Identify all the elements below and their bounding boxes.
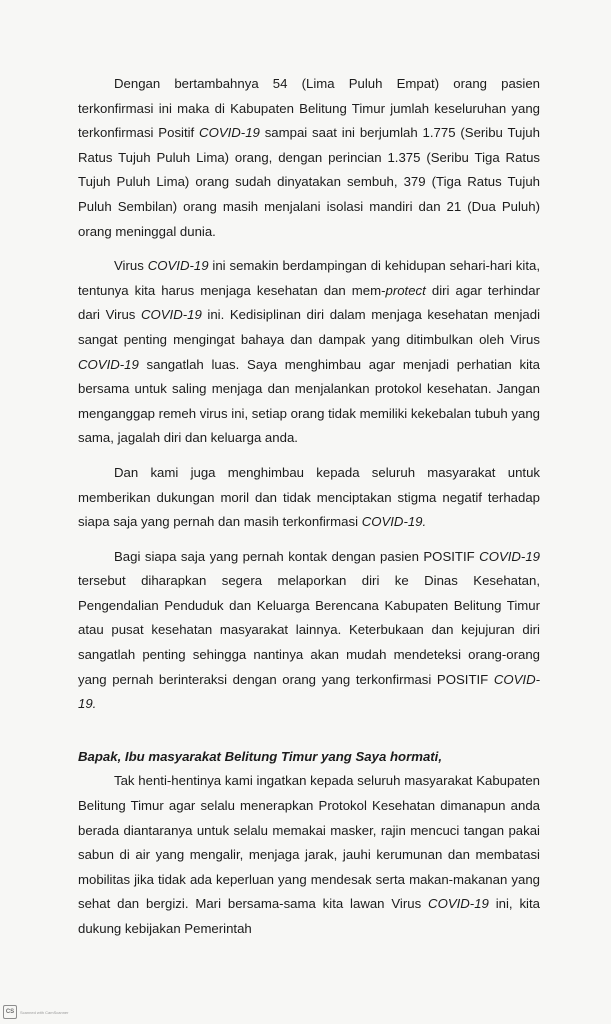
- paragraph-p5: [78, 769, 540, 941]
- scanner-watermark: [3, 1005, 68, 1019]
- camscanner-logo-icon: CS: [3, 1005, 17, 1019]
- document-page: [78, 72, 540, 952]
- italic-term: COVID-19.: [361, 514, 427, 530]
- text-segment: Virus: [114, 258, 148, 274]
- text-segment: Dengan bertambahnya 54 (Lima Puluh Empat) orang pasien terkonfirmasi ini maka di Kabupaten Belitung Timur jumlah keseluruhan yang terkonfirmasi Positif: [78, 76, 540, 141]
- italic-term: COVID-19: [78, 356, 139, 372]
- paragraph-p1: [78, 72, 540, 244]
- text-segment: diri agar terhindar dari Virus: [78, 282, 540, 323]
- italic-term: protect: [385, 282, 426, 298]
- text-segment: sangatlah luas. Saya menghimbau agar menjadi perhatian kita bersama untuk saling menjaga dan menjalankan protokol kesehatan. Jangan menganggap remeh virus ini, setiap orang tidak memiliki kekebalan tubuh yang sama, jagalah diri dan keluarga anda.: [78, 356, 540, 446]
- paragraph-p4: [78, 545, 540, 717]
- text-segment: Tak henti-hentinya kami ingatkan kepada seluruh masyarakat Kabupaten Belitung Timur agar selalu menerapkan Protokol Kesehatan dimanapun anda berada diantaranya untuk selalu memakai masker, rajin mencuci tangan pakai sabun di air yang mengalir, menjaga jarak, jauhi kerumunan dan membatasi mobilitas jika tidak ada keperluan yang mendesak serta makan-makanan yang sehat dan bergizi. Mari bersama-sama kita lawan Virus: [78, 773, 540, 912]
- italic-term: COVID-19: [428, 896, 489, 912]
- paragraph-p3: [78, 461, 540, 535]
- text-segment: Bagi siapa saja yang pernah kontak dengan pasien POSITIF: [114, 548, 480, 564]
- text-segment: ini. Kedisiplinan diri dalam menjaga kesehatan menjadi sangat penting mengingat bahaya dan dampak yang ditimbulkan oleh Virus: [78, 307, 540, 347]
- text-segment: sampai saat ini berjumlah 1.775 (Seribu Tujuh Ratus Tujuh Puluh Lima) orang, dengan perincian 1.375 (Seribu Tiga Ratus Tujuh Puluh Lima) orang sudah dinyatakan sembuh, 379 (Tiga Ratus Tujuh Puluh Sembilan) orang masih menjalani isolasi mandiri dan 21 (Dua Puluh) orang meninggal dunia.: [78, 125, 540, 239]
- watermark-text: Scanned with CamScanner: [20, 1009, 69, 1015]
- text-segment: ini semakin berdampingan di kehidupan sehari-hari kita, tentunya kita harus menjaga kesehatan dan mem-: [78, 258, 540, 298]
- text-segment: Dan kami juga menghimbau kepada seluruh masyarakat untuk memberikan dukungan moril dan tidak menciptakan stigma negatif terhadap siapa saja yang pernah dan masih terkonfirmasi: [78, 464, 540, 530]
- italic-term: COVID-19: [147, 258, 209, 274]
- italic-term: COVID-19: [199, 125, 260, 141]
- section-heading: Bapak, Ibu masyarakat Belitung Timur yang Saya hormati,: [78, 748, 442, 764]
- italic-term: COVID-19: [479, 548, 540, 564]
- italic-term: COVID-19: [140, 307, 202, 323]
- paragraph-p2: [78, 254, 540, 451]
- text-segment: ini, kita dukung kebijakan Pemerintah: [78, 896, 540, 936]
- text-segment: tersebut diharapkan segera melaporkan diri ke Dinas Kesehatan, Pengendalian Penduduk dan Keluarga Berencana Kabupaten Belitung Timur atau pusat kesehatan masyarakat lainnya. Keterbukaan dan kejujuran diri sangatlah penting sehingga nantinya akan mudah mendeteksi orang-orang yang pernah berinteraksi dengan orang yang terkonfirmasi POSITIF: [78, 573, 540, 687]
- italic-term: COVID-19.: [78, 671, 540, 712]
- body-paragraphs: [78, 72, 540, 717]
- closing-paragraphs: [78, 769, 540, 941]
